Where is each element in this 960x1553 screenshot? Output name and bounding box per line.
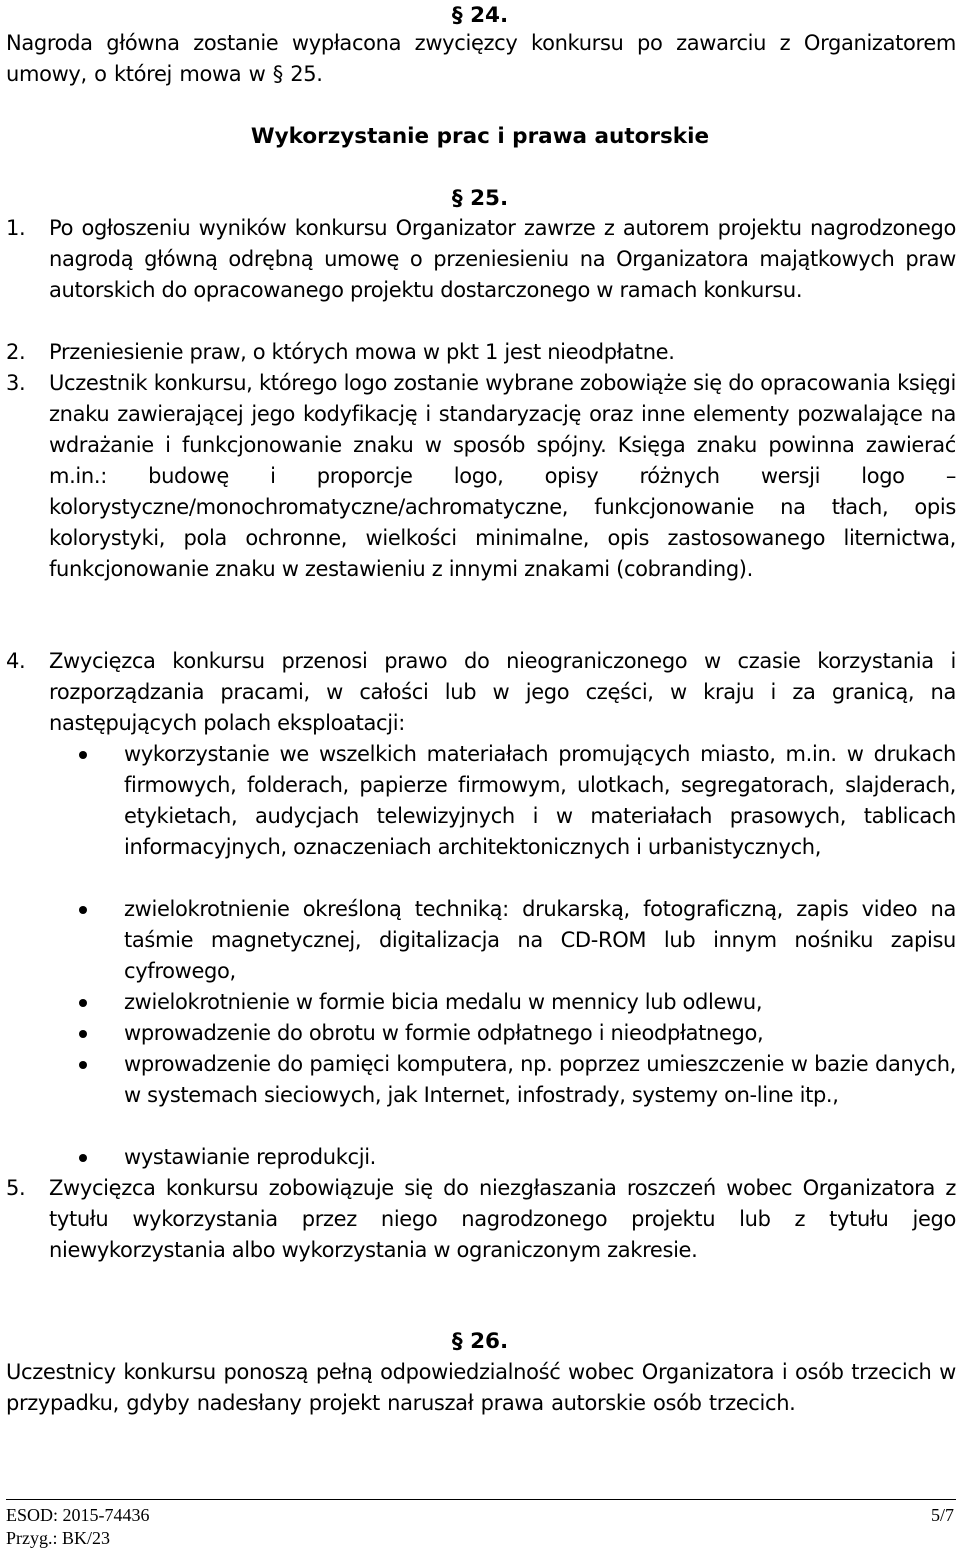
chapter-title: Wykorzystanie prac i prawa autorskie	[250, 124, 710, 149]
footer-page-number: 5/7	[930, 1505, 954, 1525]
list-item-2	[6, 337, 956, 368]
list-item-number: 1.	[6, 216, 26, 240]
footer-divider	[6, 1499, 956, 1500]
list-item-4	[6, 646, 956, 739]
bullet-icon	[79, 999, 87, 1007]
bullet-item	[49, 1142, 956, 1173]
bullet-item	[49, 987, 956, 1018]
list-item-text: Zwycięzca konkursu przenosi prawo do nieograniczonego w czasie korzystania i rozporządzania pracami, w całości lub w jego części, w kraju i za granicą, na następujących polach eksploatacji:	[49, 649, 956, 735]
list-item-text: Uczestnik konkursu, którego logo zostanie wybrane zobowiąże się do opracowania księgi znaku zawierającej jego kodyfikację i standaryzację oraz inne elementy pozwalające na wdrażanie i funkcjonowanie znaku w sposób spójny. Księga znaku powinna zawierać m.in.: budowę i proporcje logo, opisy różnych wersji logo – kolorystyczne/monochromatyczne/achromatyczne, funkcjonowanie na tłach, opis kolorystyki, pola ochronne, wielkości minimalne, opis zastosowanego liternictwa, funkcjonowanie znaku w zestawieniu z innymi znakami (cobranding).	[49, 371, 956, 581]
footer-line-1	[6, 1504, 956, 1526]
bullet-item	[49, 894, 956, 987]
bullet-icon	[79, 1061, 87, 1069]
bullet-item	[49, 1049, 956, 1111]
section-24-text: Nagroda główna zostanie wypłacona zwycięzcy konkursu po zawarciu z Organizatorem umowy, o której mowa w § 25.	[6, 31, 956, 86]
section-24-title: § 24.	[451, 3, 509, 28]
bullet-icon	[79, 1030, 87, 1038]
footer-line-2	[6, 1527, 956, 1549]
section-25-title: § 25.	[451, 186, 509, 211]
list-item-1	[6, 213, 956, 306]
bullet-text: wprowadzenie do obrotu w formie odpłatnego i nieodpłatnego,	[124, 1021, 764, 1045]
bullet-icon	[79, 906, 87, 914]
list-item-text: Po ogłoszeniu wyników konkursu Organizator zawrze z autorem projektu nagrodzonego nagrodą główną odrębną umowę o przeniesieniu na Organizatora majątkowych praw autorskich do opracowanego projektu dostarczonego w ramach konkursu.	[49, 216, 956, 302]
bullet-item	[49, 1018, 956, 1049]
list-item-number: 4.	[6, 649, 26, 673]
list-item-number: 2.	[6, 340, 26, 364]
list-item-3	[6, 368, 956, 585]
section-26-title: § 26.	[451, 1329, 509, 1354]
bullet-text: zwielokrotnienie określoną techniką: drukarską, fotograficzną, zapis video na taśmie magnetycznej, digitalizacja na CD-ROM lub innym nośniku zapisu cyfrowego,	[124, 897, 956, 983]
section-26-text: Uczestnicy konkursu ponoszą pełną odpowiedzialność wobec Organizatora i osób trzecich w przypadku, gdyby nadesłany projekt naruszał prawa autorskie osób trzecich.	[6, 1360, 956, 1415]
bullet-text: zwielokrotnienie w formie bicia medalu w mennicy lub odlewu,	[124, 990, 763, 1014]
footer-przyg: Przyg.: BK/23	[6, 1528, 111, 1548]
bullet-item	[49, 739, 956, 863]
bullet-text: wykorzystanie we wszelkich materiałach promujących miasto, m.in. w drukach firmowych, folderach, papierze firmowym, ulotkach, segregatorach, slajderach, etykietach, audycjach telewizyjnych i w materiałach prasowych, tablicach informacyjnych, oznaczeniach architektonicznych i urbanistycznych,	[124, 742, 956, 859]
list-item-number: 3.	[6, 371, 26, 395]
bullet-icon	[79, 1154, 87, 1162]
list-item-text: Zwycięzca konkursu zobowiązuje się do niezgłaszania roszczeń wobec Organizatora z tytułu wykorzystania przez niego nagrodzonego projektu lub z tytułu jego niewykorzystania albo wykorzystania w ograniczonym zakresie.	[49, 1176, 956, 1262]
list-item-text: Przeniesienie praw, o których mowa w pkt 1 jest nieodpłatne.	[49, 340, 675, 364]
bullet-text: wystawianie reprodukcji.	[124, 1145, 376, 1169]
footer-esod: ESOD: 2015-74436	[6, 1505, 150, 1525]
list-item-number: 5.	[6, 1176, 26, 1200]
bullet-icon	[79, 751, 87, 759]
bullet-text: wprowadzenie do pamięci komputera, np. poprzez umieszczenie w bazie danych, w systemach sieciowych, jak Internet, infostrady, systemy on-line itp.,	[124, 1052, 956, 1107]
list-item-5	[6, 1173, 956, 1266]
